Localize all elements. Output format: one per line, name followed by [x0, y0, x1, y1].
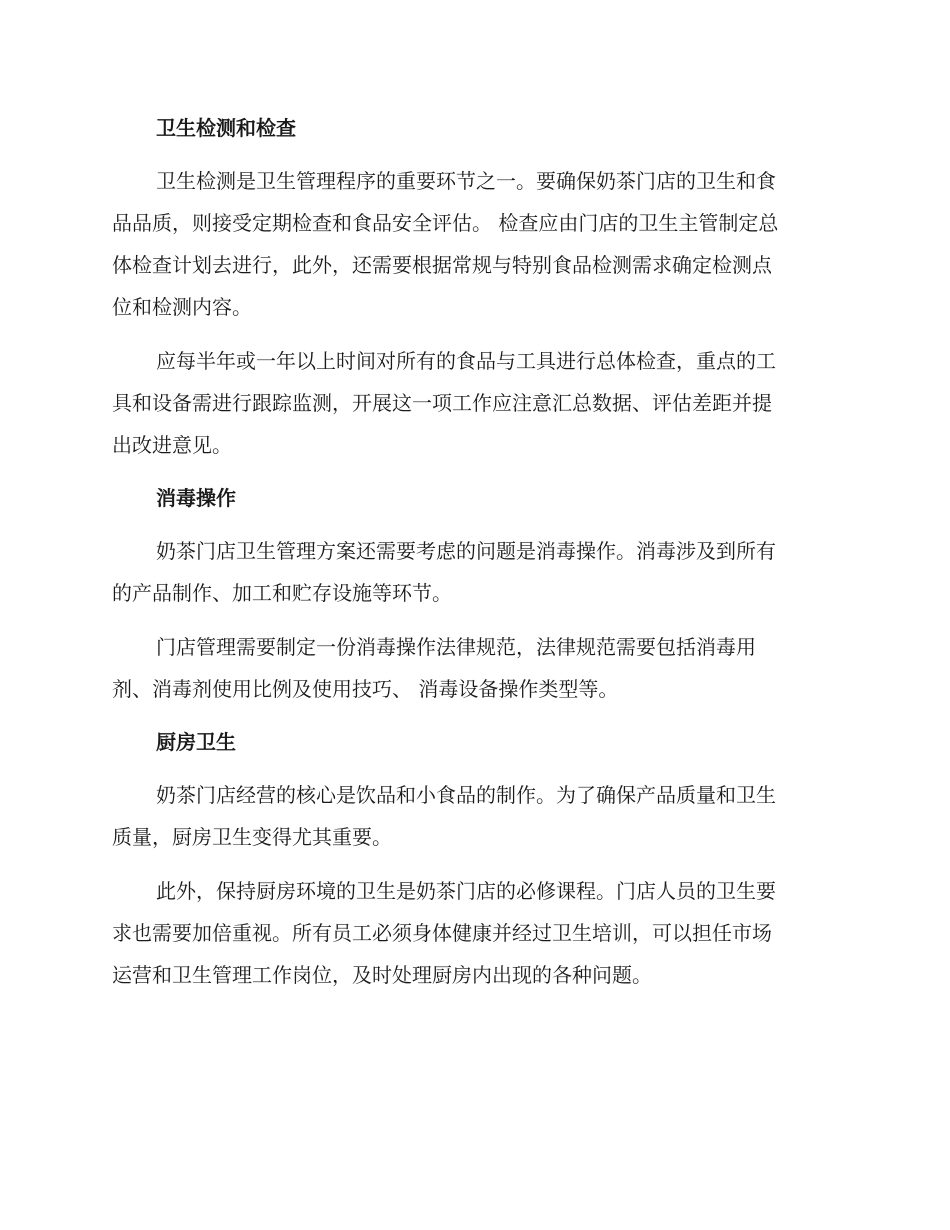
text-line: 剂、消毒剂使用比例及使用技巧、 消毒设备操作类型等。: [112, 677, 619, 701]
text-line: 位和检测内容。: [112, 295, 252, 319]
text-line: 质量，厨房卫生变得尤其重要。: [112, 825, 392, 849]
document-page: [112, 108, 838, 1008]
text-line: 奶茶门店卫生管理方案还需要考虑的问题是消毒操作。消毒涉及到所有: [156, 539, 776, 563]
text-line: 运营和卫生管理工作岗位，及时处理厨房内出现的各种问题。: [112, 963, 652, 987]
section-heading-hygiene-inspection: 卫生检测和检查: [156, 116, 296, 140]
section-heading-disinfection: 消毒操作: [156, 486, 236, 510]
text-line: 奶茶门店经营的核心是饮品和小食品的制作。为了确保产品质量和卫生: [156, 783, 776, 807]
text-line: 应每半年或一年以上时间对所有的食品与工具进行总体检查，重点的工: [156, 349, 776, 373]
section-heading-kitchen-hygiene: 厨房卫生: [156, 730, 236, 754]
text-line: 卫生检测是卫生管理程序的重要环节之一。要确保奶茶门店的卫生和食: [156, 169, 776, 193]
text-line: 出改进意见。: [112, 433, 232, 457]
text-line: 门店管理需要制定一份消毒操作法律规范，法律规范需要包括消毒用: [156, 635, 756, 659]
text-line: 此外，保持厨房环境的卫生是奶茶门店的必修课程。门店人员的卫生要: [156, 879, 776, 903]
paragraph: [112, 774, 838, 858]
text-line: 具和设备需进行跟踪监测，开展这一项工作应注意汇总数据、评估差距并提: [112, 391, 772, 415]
text-line: 品品质，则接受定期检查和食品安全评估。 检查应由门店的卫生主管制定总: [112, 211, 779, 235]
text-line: 的产品制作、加工和贮存设施等环节。: [112, 581, 452, 605]
paragraph: [112, 340, 838, 466]
paragraph: [112, 626, 838, 710]
paragraph: [112, 870, 838, 996]
text-line: 求也需要加倍重视。所有员工必须身体健康并经过卫生培训，可以担任市场: [112, 921, 772, 945]
text-line: 体检查计划去进行，此外，还需要根据常规与特别食品检测需求确定检测点: [112, 253, 772, 277]
paragraph: [112, 530, 838, 614]
paragraph: [112, 160, 838, 328]
